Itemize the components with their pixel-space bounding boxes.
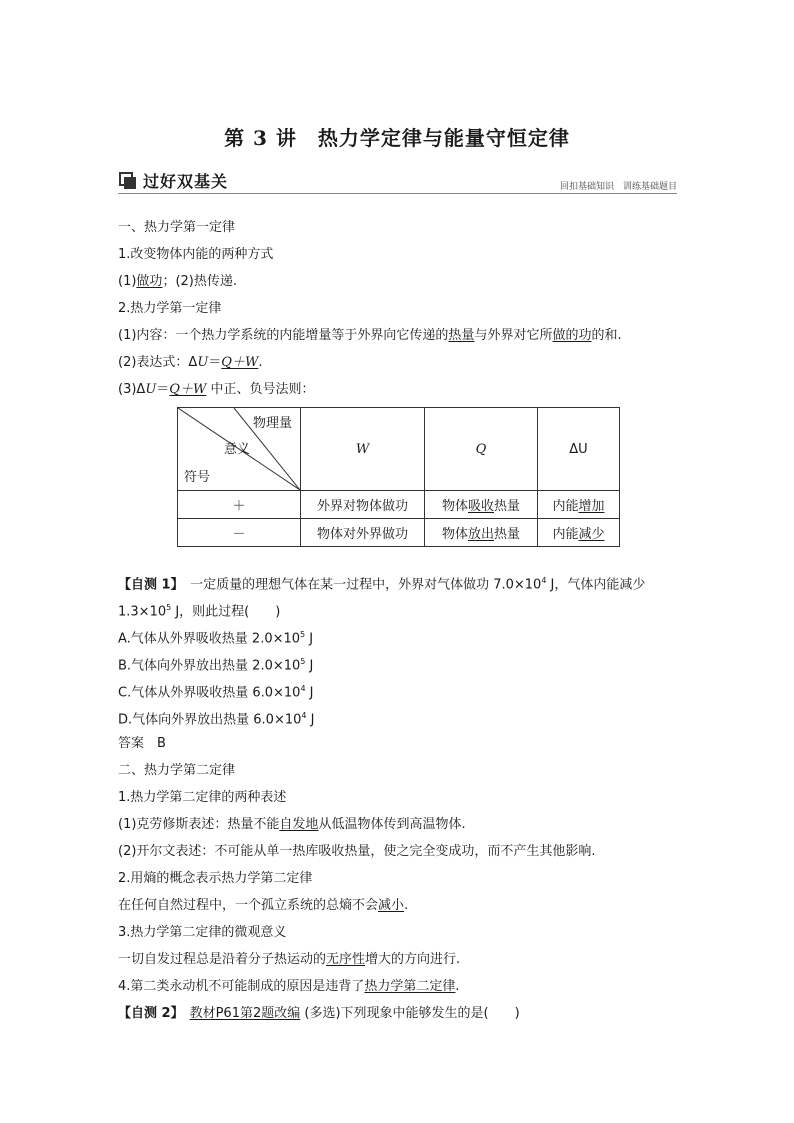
cell-q: 物体放出热量: [425, 519, 538, 547]
table-header-row: [178, 408, 620, 491]
diag-label-meaning: 意义: [224, 442, 251, 457]
col-header-du: ΔU: [538, 408, 620, 491]
part2-s2: 2.用熵的概念表示热力学第二定律: [118, 871, 313, 886]
cell-w: 外界对物体做功: [301, 491, 425, 519]
option-d[interactable]: D.气体向外界放出热量 $6.0\times 10^4$ J: [118, 711, 315, 728]
part2-s1-2: (2)开尔文表述：不可能从单一热库吸收热量，使之完全变成功，而不产生其他影响.: [118, 844, 596, 859]
part2-s3-1: 一切自发过程总是沿着分子热运动的无序性增大的方向进行.: [118, 952, 461, 967]
col-header-w: W: [301, 408, 425, 491]
part2-heading: 二、热力学第二定律: [118, 763, 236, 778]
section-subtitle: 回扣基础知识 训练基础题目: [559, 182, 677, 192]
test1-question-line2: $1.3\times 10^5$ J，则此过程( ): [118, 603, 281, 620]
part1-s2: 2.热力学第一定律: [118, 301, 222, 316]
part1-s2-3: (3)ΔU＝Q＋W 中正、负号法则：: [118, 382, 315, 397]
cell-w: 物体对外界做功: [301, 519, 425, 547]
part2-s1: 1.热力学第二定律的两种表述: [118, 790, 287, 805]
test1-answer: 答案 B: [118, 736, 166, 751]
part1-s2-2: (2)表达式：ΔU＝Q＋W.: [118, 355, 263, 370]
cell-du: 内能增加: [538, 491, 620, 519]
option-a[interactable]: A.气体从外界吸收热量 $2.0\times 10^5$ J: [118, 630, 314, 647]
sign-rule-table: [177, 407, 620, 547]
test2-question: 【自测 2】 教材P61第2题改编 (多选)下列现象中能够发生的是( ): [118, 1006, 520, 1021]
square-stack-icon: [119, 172, 133, 186]
diagonal-header-cell: [178, 408, 301, 491]
table-row: [178, 519, 620, 547]
diag-label-sign: 符号: [184, 470, 211, 485]
page-title: 第 3 讲 热力学定律与能量守恒定律: [224, 126, 570, 150]
part2-s3: 3.热力学第二定律的微观意义: [118, 925, 287, 940]
part1-s1: 1.改变物体内能的两种方式: [118, 247, 274, 262]
option-c[interactable]: C.气体从外界吸收热量 $6.0\times 10^4$ J: [118, 684, 314, 701]
part1-s2-1: (1)内容：一个热力学系统的内能增量等于外界向它传递的热量与外界对它所做的功的和.: [118, 328, 622, 343]
diag-label-quantity: 物理量: [252, 416, 292, 431]
table-row: [178, 491, 620, 519]
part2-s1-1: (1)克劳修斯表述：热量不能自发地从低温物体传到高温物体.: [118, 817, 466, 832]
part1-heading: 一、热力学第一定律: [118, 220, 236, 235]
test1-question-line1: 【自测 1】 一定质量的理想气体在某一过程中，外界对气体做功 $7.0\times 10^4$ J，气体内能减少: [118, 576, 646, 593]
sign-minus: －: [178, 519, 301, 547]
test2-tag: 【自测 2】: [118, 1006, 184, 1021]
part2-s2-1: 在任何自然过程中，一个孤立系统的总熵不会减小.: [118, 898, 409, 913]
section-divider: [118, 193, 677, 194]
cell-du: 内能减少: [538, 519, 620, 547]
option-b[interactable]: B.气体向外界放出热量 $2.0\times 10^5$ J: [118, 657, 314, 674]
test1-tag: 【自测 1】: [118, 577, 178, 593]
sign-plus: ＋: [178, 491, 301, 519]
test2-source: 教材P61第2题改编: [189, 1006, 301, 1021]
part2-s4: 4.第二类永动机不可能制成的原因是违背了热力学第二定律.: [118, 979, 460, 994]
section-title: 过好双基关: [143, 172, 229, 191]
col-header-q: Q: [425, 408, 538, 491]
part1-s1-1: (1)做功；(2)热传递.: [118, 274, 237, 289]
cell-q: 物体吸收热量: [425, 491, 538, 519]
